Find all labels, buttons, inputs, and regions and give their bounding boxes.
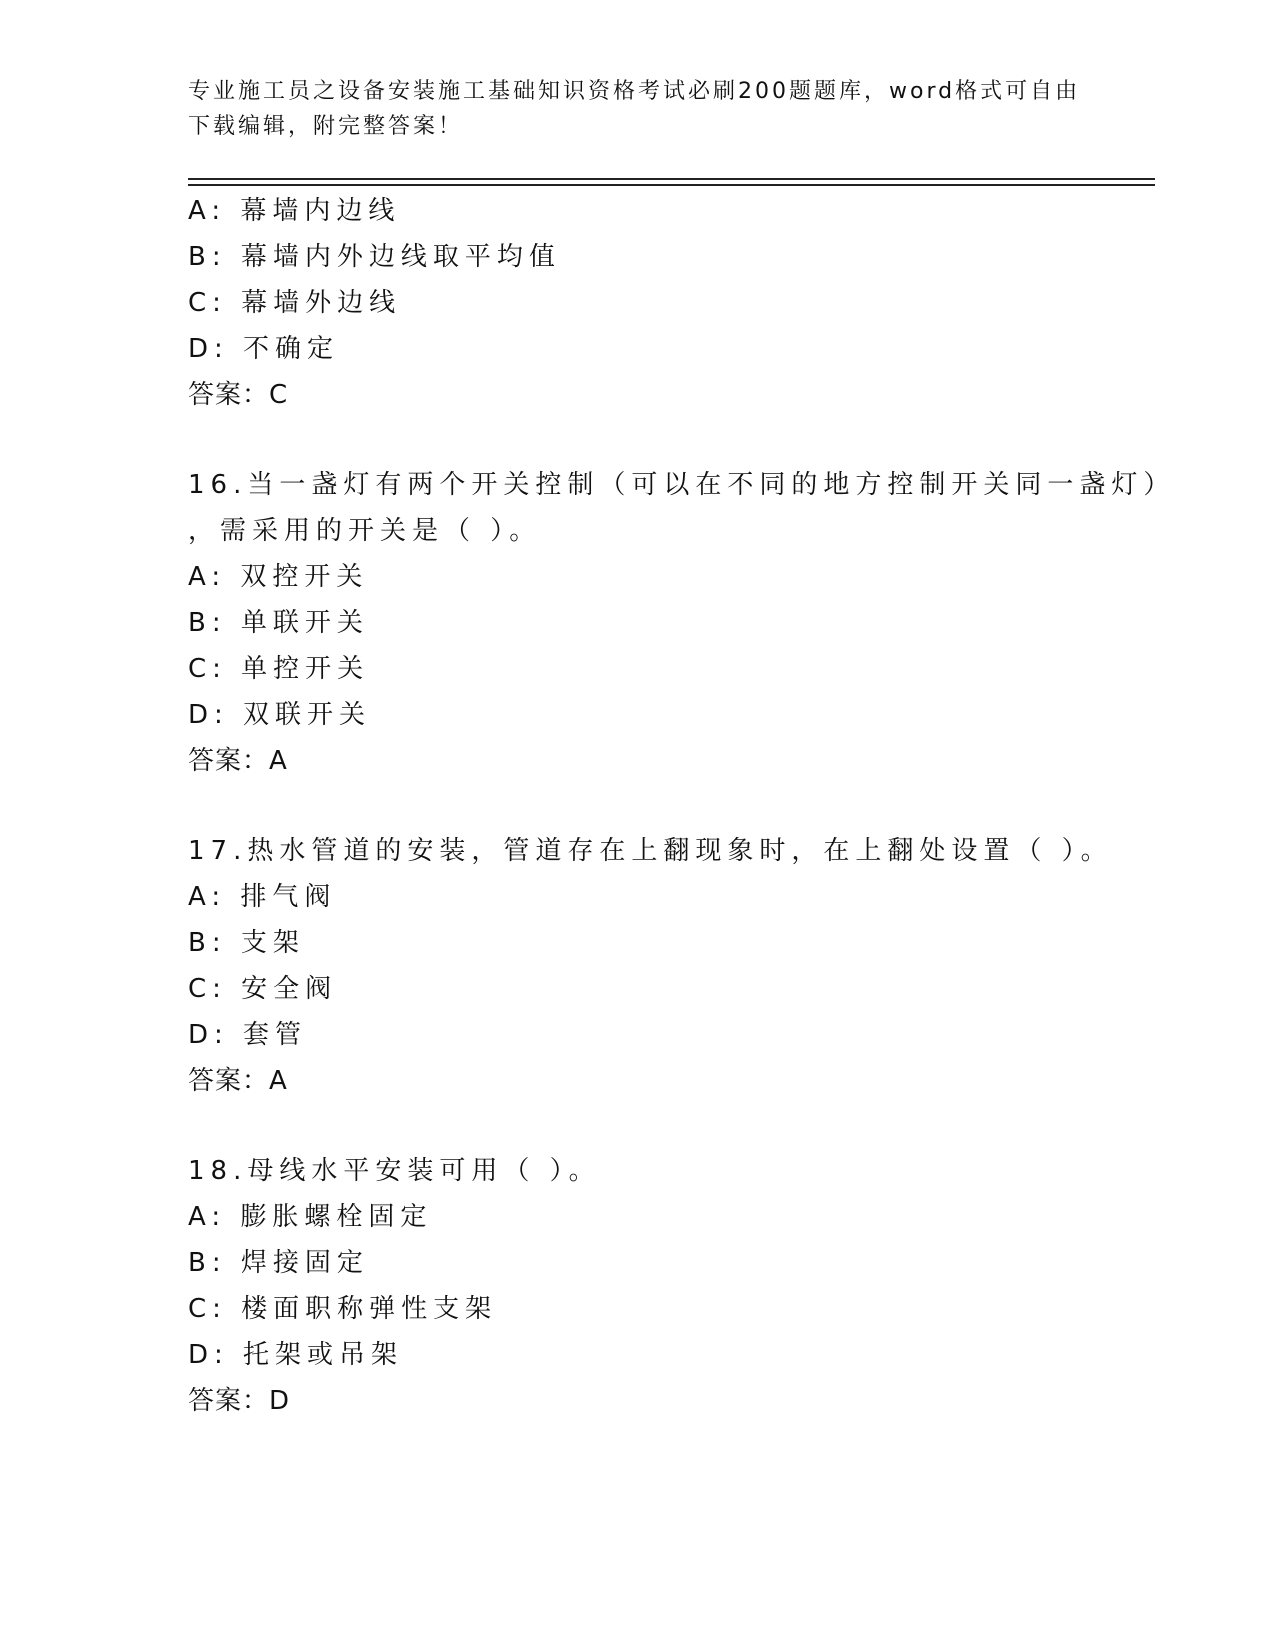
spacer (188, 784, 1148, 828)
question-stem-continued: ，需采用的开关是（ ）。 (188, 516, 542, 546)
option-b: B: 单联开关 (188, 608, 369, 638)
option-b: B: 焊接固定 (188, 1248, 369, 1278)
option-c: C: 单控开关 (188, 654, 370, 684)
option-d: D: 套管 (188, 1020, 308, 1050)
option-a: A: 膨胀螺栓固定 (188, 1202, 433, 1232)
question-stem: 17.热水管道的安装，管道存在上翻现象时，在上翻处设置（ ）。 (188, 836, 1113, 866)
option-a: A: 双控开关 (188, 562, 369, 592)
option-b: B: 幕墙内外边线取平均值 (188, 242, 561, 272)
header-title-line2: 下载编辑，附完整答案！ (188, 114, 464, 139)
header-divider-top (188, 178, 1155, 180)
answer-line: 答案：D (188, 1386, 291, 1416)
option-d: D: 不确定 (188, 334, 340, 364)
header-title-line1: 专业施工员之设备安装施工基础知识资格考试必刷200题题库，word格式可自由 (188, 79, 1081, 104)
option-c: C: 安全阀 (188, 974, 338, 1004)
option-d: D: 托架或吊架 (188, 1340, 404, 1370)
option-b: B: 支架 (188, 928, 305, 958)
question-stem: 16.当一盏灯有两个开关控制（可以在不同的地方控制开关同一盏灯） (188, 470, 1176, 500)
option-a: A: 排气阀 (188, 882, 337, 912)
question-17 (188, 828, 1148, 1104)
spacer (188, 418, 1148, 462)
option-a: A: 幕墙内边线 (188, 196, 401, 226)
option-c: C: 幕墙外边线 (188, 288, 402, 318)
question-15 (188, 188, 1148, 418)
answer-line: 答案：C (188, 380, 289, 410)
option-c: C: 楼面职称弹性支架 (188, 1294, 498, 1324)
document-header (188, 74, 1088, 144)
question-stem: 18.母线水平安装可用（ ）。 (188, 1156, 601, 1186)
spacer (188, 1104, 1148, 1148)
question-content (188, 188, 1176, 1424)
answer-line: 答案：A (188, 746, 288, 776)
answer-line: 答案：A (188, 1066, 288, 1096)
question-16 (188, 462, 1176, 784)
question-18 (188, 1148, 1148, 1424)
option-d: D: 双联开关 (188, 700, 372, 730)
header-divider-bottom (188, 184, 1155, 186)
